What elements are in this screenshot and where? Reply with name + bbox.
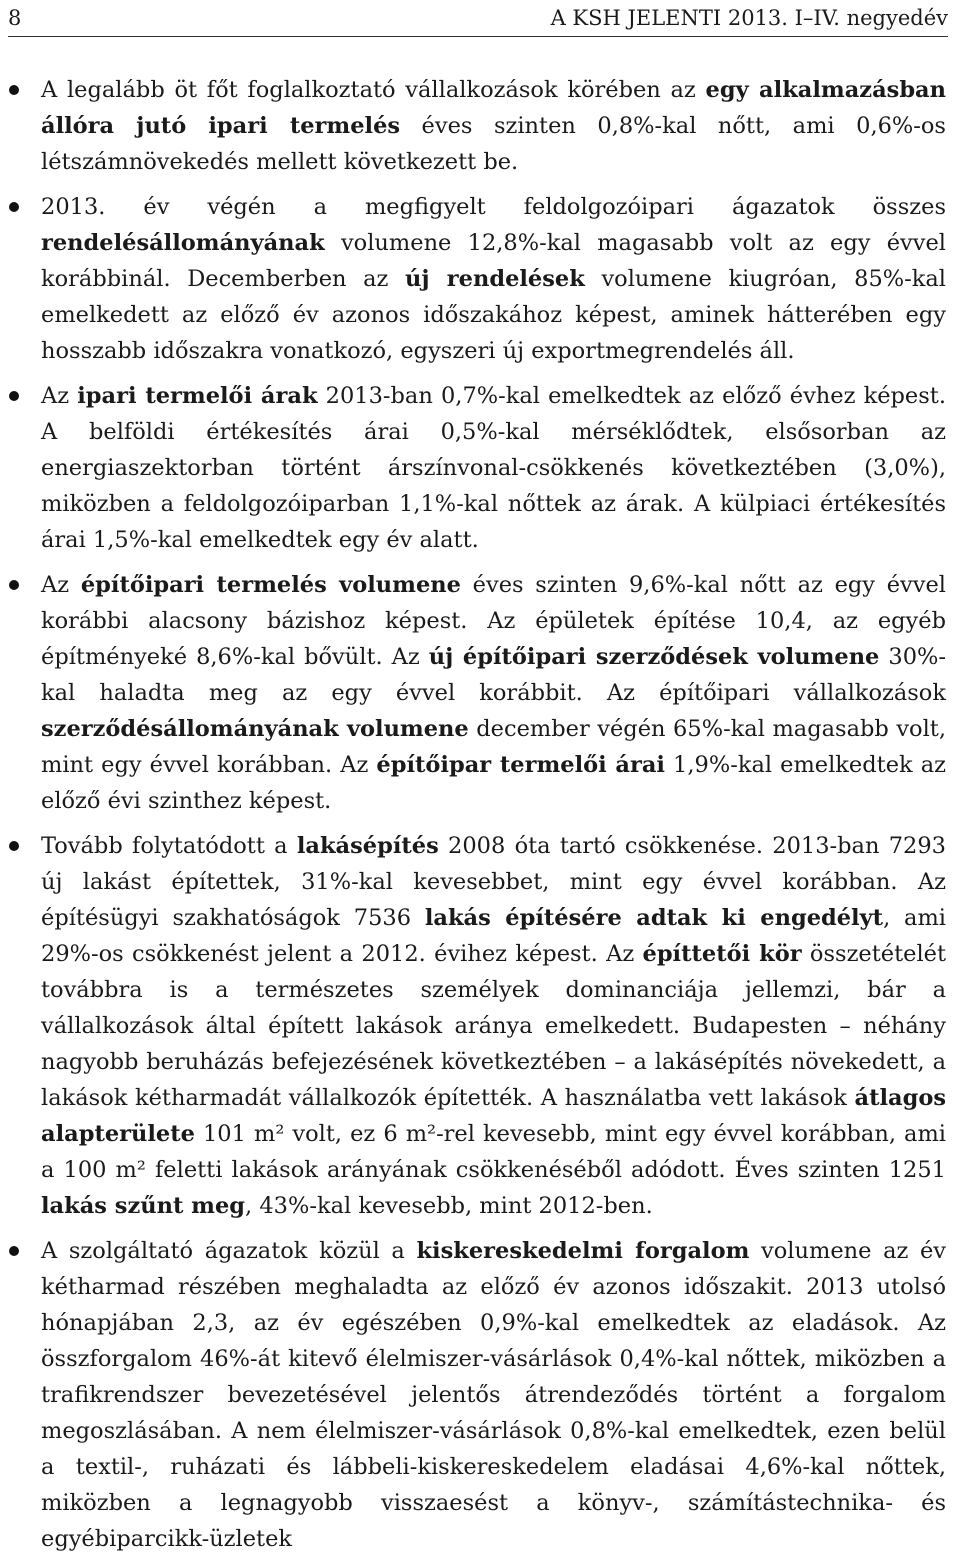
- paragraph-text: 2013. év végén a megfigyelt feldolgozóipari ágazatok összes: [41, 194, 946, 220]
- bold-text: építőipari termelés volumene: [80, 572, 461, 598]
- paragraph-text: éves szinten 9,6%-kal nőtt az egy évvel korábbi alacsony bázishoz képest. Az épületek építése 10,4, az egyéb építményeké 8,6%-kal bővült. Az: [41, 572, 946, 670]
- paragraph-text: éves szinten 0,8%-kal nőtt, ami 0,6%-os létszámnövekedés mellett következett be.: [41, 113, 946, 175]
- paragraph-text: összetételét továbbra is a természetes személyek dominanciája jellemzi, bár a vállalkozások által épített lakások aránya emelkedett. Budapesten – néhány nagyobb beruházás befejezésének következtében – a lakásépítés növekedett, a lakások kétharmadát vállalkozók építették. A használatba vett lakások: [41, 941, 947, 1111]
- paragraph-text: Az: [41, 572, 81, 598]
- paragraph-text: A szolgáltató ágazatok közül a: [41, 1238, 417, 1264]
- paragraph-text: 1,9%-kal emelkedtek az előző évi szinthez képest.: [41, 752, 946, 814]
- bullet-list: [0, 72, 960, 1566]
- page-header: [8, 0, 948, 37]
- bold-text: rendelésállományának: [41, 230, 325, 256]
- bullet-dot-icon: [9, 391, 19, 401]
- paragraph-text: Az: [41, 383, 78, 409]
- paragraph-text: , 43%-kal kevesebb, mint 2012-ben.: [245, 1193, 653, 1219]
- paragraph-text: volumene kiugróan, 85%-kal emelkedett az előző év azonos időszakához képest, aminek hátterében egy hosszabb időszakra vonatkozó, egyszeri új exportmegrendelés áll.: [41, 266, 947, 364]
- paragraph-text: volumene az év kétharmad részében meghaladta az előző év azonos időszakit. 2013 utolsó hónapjában 2,3, az év egészében 0,9%-kal emelkedtek az eladások. Az összforgalom 46%-át kitevő élelmiszer-vásárlások 0,4%-kal nőttek, miközben a trafikrendszer bevezetésével jelentős átrendeződés történt a forgalom megoszlásában. A nem élelmiszer-vásárlások 0,8%-kal emelkedtek, ezen belül a textil-, ruházati és lábbeli-kiskereskedelem eladásai 4,6%-kal nőttek, miközben a legnagyobb visszaesést a könyv-, számítástechnika- és egyébiparcikk-üzletek: [41, 1238, 946, 1552]
- bold-text: szerződésállományának volumene: [41, 716, 469, 742]
- paragraph-text: december végén 65%-kal magasabb volt, mint egy évvel korábban. Az: [41, 716, 946, 778]
- bold-text: építtetői kör: [642, 941, 802, 967]
- bold-text: kiskereskedelmi forgalom: [416, 1238, 750, 1264]
- paragraph-text: 101 m² volt, ez 6 m²-rel kevesebb, mint egy évvel korábban, ami a 100 m² feletti lakások arányának csökkenéséből adódott. Éves szinten 1251: [41, 1121, 946, 1183]
- paragraph-text: volumene 12,8%-kal magasabb volt az egy évvel korábbinál. Decemberben az: [41, 230, 946, 292]
- bold-text: ipari termelői árak: [77, 383, 318, 409]
- running-title: A KSH JELENTI 2013. I–IV. negyedév: [550, 6, 948, 30]
- bullet-dot-icon: [9, 1246, 19, 1256]
- page-number: 8: [8, 6, 22, 30]
- bold-text: lakásépítés: [296, 833, 439, 859]
- bold-text: új rendelések: [405, 266, 585, 292]
- bold-text: lakás szűnt meg: [41, 1193, 246, 1219]
- bullet-dot-icon: [9, 580, 19, 590]
- paragraph-text: A legalább öt főt foglalkoztató vállalkozások körében az: [41, 77, 706, 103]
- bullet-paragraph: [0, 378, 960, 558]
- paragraph-text: Tovább folytatódott a: [41, 833, 297, 859]
- bold-text: átlagos alapterülete: [41, 1085, 946, 1147]
- bold-text: egy alkalmazásban állóra jutó ipari termelés: [41, 77, 946, 139]
- paragraph-text: 30%-kal haladta meg az egy évvel korábbit. Az építőipari vállalkozások: [41, 644, 946, 706]
- paragraph-text: 2013-ban 0,7%-kal emelkedtek az előző évhez képest. A belföldi értékesítés árai 0,5%-kal mérséklődtek, elsősorban az energiaszektorban történt árszínvonal-csökkenés következtében (3,0%), miközben a feldolgozóiparban 1,1%-kal nőttek az árak. A külpiaci értékesítés árai 1,5%-kal emelkedtek egy év alatt.: [41, 383, 946, 553]
- bullet-paragraph: [0, 72, 960, 180]
- bold-text: új építőipari szerződések volumene: [428, 644, 880, 670]
- bullet-paragraph: [0, 1233, 960, 1557]
- bold-text: építőipar termelői árai: [376, 752, 665, 778]
- paragraph-text: , ami 29%-os csökkenést jelent a 2012. évihez képest. Az: [41, 905, 946, 967]
- bullet-dot-icon: [9, 85, 19, 95]
- bullet-paragraph: [0, 828, 960, 1224]
- bullet-dot-icon: [9, 841, 19, 851]
- bullet-paragraph: [0, 189, 960, 369]
- bullet-dot-icon: [9, 202, 19, 212]
- paragraph-text: 2008 óta tartó csökkenése. 2013-ban 7293 új lakást építettek, 31%-kal kevesebbet, mint egy évvel korábban. Az építésügyi szakhatóságok 7536: [41, 833, 946, 931]
- bullet-paragraph: [0, 567, 960, 819]
- bold-text: lakás építésére adtak ki engedélyt: [424, 905, 884, 931]
